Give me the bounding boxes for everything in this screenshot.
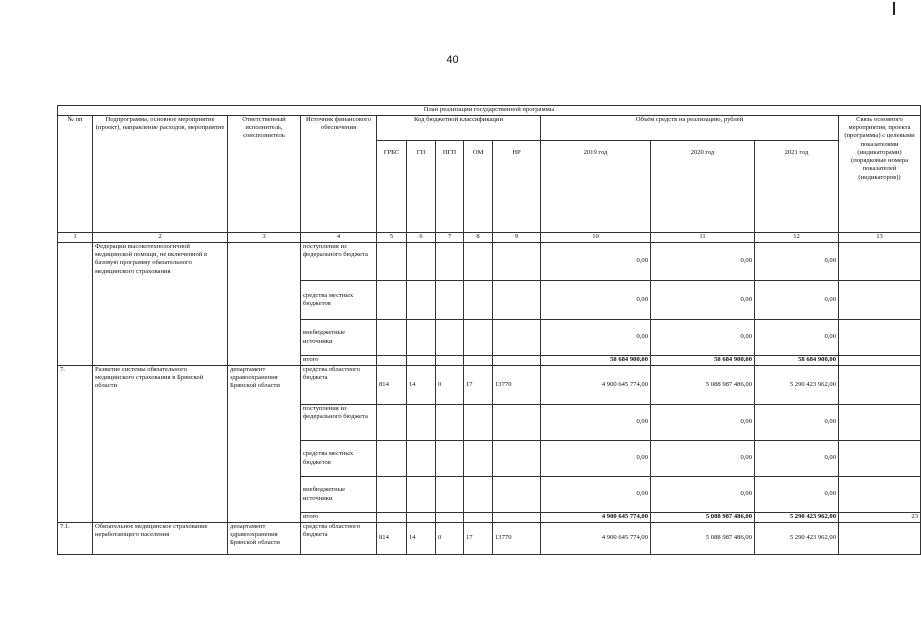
source-cell: внебюджетные источники [301,477,377,513]
total-2021: 5 290 423 962,00 [755,513,839,523]
program-cell: Обязательное медицинское страхование неработающего населения [93,523,228,555]
source-cell: внебюджетные источники [301,320,377,356]
value-2021: 5 290 423 962,00 [755,523,839,555]
value-2021: 0,00 [755,405,839,441]
source-cell: средства областного бюджета [301,523,377,555]
value-2020: 0,00 [651,243,755,281]
executor-cell: департамент здравоохранения Брянской области [228,523,301,555]
column-number: 7 [436,233,464,243]
header-om: ОМ [464,141,493,233]
column-number: 10 [541,233,651,243]
om-cell: 17 [464,366,493,405]
grbs-cell: 814 [377,523,407,555]
total-2020: 58 684 900,00 [651,356,755,366]
value-2020: 0,00 [651,441,755,477]
value-2020: 0,00 [651,405,755,441]
column-number: 5 [377,233,407,243]
value-2019: 4 900 645 774,00 [541,523,651,555]
column-number: 11 [651,233,755,243]
page-number: 40 [446,54,459,66]
source-cell: поступления из федерального бюджета [301,405,377,441]
column-number: 3 [228,233,301,243]
total-2019: 58 684 900,00 [541,356,651,366]
om-cell: 17 [464,523,493,555]
pgp-cell: 0 [436,523,464,555]
plan-table [57,105,921,555]
gp-cell: 14 [407,523,436,555]
nr-cell: 13770 [493,366,541,405]
total-label: итого [301,356,377,366]
table-row [58,366,921,405]
value-2021: 0,00 [755,477,839,513]
header-executor: Ответственный исполнитель, соисполнитель [228,116,301,233]
row-num-cell: 7. [58,366,93,523]
value-2019: 0,00 [541,441,651,477]
program-cell: Федерации высокотехнологичной медицинской помощи, не включенной в базовую программу обязательного медицинского страхования [93,243,228,366]
value-2021: 0,00 [755,281,839,320]
value-2019: 0,00 [541,477,651,513]
value-2019: 0,00 [541,243,651,281]
header-program: Подпрограмма, основное мероприятие (проект), направление расходов, мероприятие [93,116,228,233]
header-budget-code: Код бюджетной классификации [377,116,541,141]
table-title: План реализации государственной программы [58,106,921,116]
source-cell: средства местных бюджетов [301,281,377,320]
value-2020: 5 088 987 486,00 [651,366,755,405]
scan-mark [893,2,895,15]
header-source: Источник финансового обеспечения [301,116,377,233]
table-row [58,243,921,281]
header-nr: НР [493,141,541,233]
column-number: 2 [93,233,228,243]
grbs-cell: 814 [377,366,407,405]
column-number: 8 [464,233,493,243]
nr-cell: 13770 [493,523,541,555]
row-num-cell: 7.1. [58,523,93,555]
source-cell: средства областного бюджета [301,366,377,405]
value-2020: 0,00 [651,320,755,356]
header-link: Связь основного мероприятия, проекта (программы) с целевыми показателями (индикаторами) (порядковые номера показателей (индикаторов)) [839,116,921,233]
executor-cell [228,243,301,366]
value-2019: 0,00 [541,281,651,320]
value-2019: 4 900 645 774,00 [541,366,651,405]
header-2020: 2020 год [651,141,755,233]
header-pgp: ПГП [436,141,464,233]
column-number: 13 [839,233,921,243]
header-volume: Объём средств на реализацию, рублей [541,116,839,141]
total-2020: 5 088 987 486,00 [651,513,755,523]
value-2020: 5 088 987 486,00 [651,523,755,555]
column-number: 1 [58,233,93,243]
value-2020: 0,00 [651,477,755,513]
source-cell: поступления из федерального бюджета [301,243,377,281]
header-num: № пп [58,116,93,233]
column-number: 12 [755,233,839,243]
value-2021: 0,00 [755,320,839,356]
executor-cell: департамент здравоохранения Брянской области [228,366,301,523]
header-2019: 2019 год [541,141,651,233]
indicator-link: 23 [839,513,921,523]
value-2020: 0,00 [651,281,755,320]
source-cell: средства местных бюджетов [301,441,377,477]
value-2019: 0,00 [541,320,651,356]
column-number: 6 [407,233,436,243]
total-2021: 58 684 900,00 [755,356,839,366]
column-number: 9 [493,233,541,243]
total-label: итого [301,513,377,523]
value-2021: 5 290 423 962,00 [755,366,839,405]
column-number: 4 [301,233,377,243]
value-2019: 0,00 [541,405,651,441]
table-row [58,523,921,555]
value-2021: 0,00 [755,441,839,477]
row-num-cell [58,243,93,366]
header-2021: 2021 год [755,141,839,233]
gp-cell: 14 [407,366,436,405]
value-2021: 0,00 [755,243,839,281]
total-2019: 4 900 645 774,00 [541,513,651,523]
pgp-cell: 0 [436,366,464,405]
header-gp: ГП [407,141,436,233]
program-cell: Развитие системы обязательного медицинского страхования в Брянской области [93,366,228,523]
header-grbs: ГРБС [377,141,407,233]
